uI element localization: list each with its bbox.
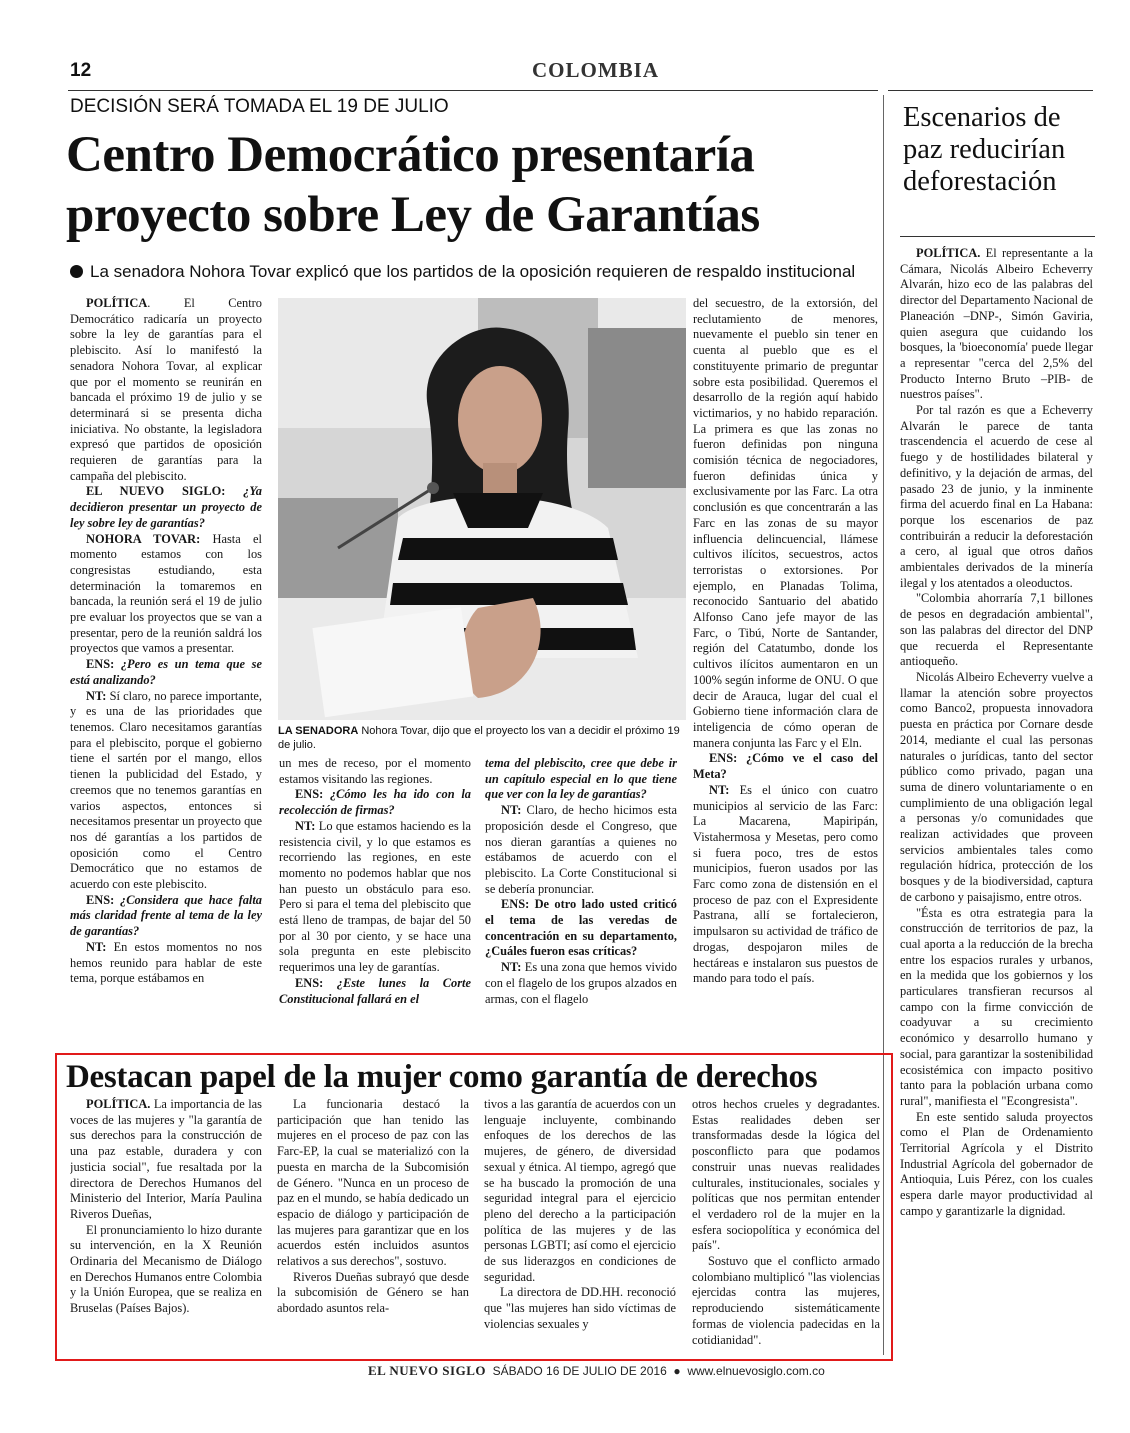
paragraph-text: tema del plebiscito, cree que debe ir un capítulo especial en lo que tiene que ver con la ley de garantías? — [485, 756, 677, 802]
paragraph — [279, 819, 471, 976]
paragraph — [277, 1270, 469, 1317]
paragraph — [485, 756, 677, 803]
main-article-col-3 — [485, 756, 677, 1046]
paragraph — [693, 783, 878, 987]
photo-illustration — [278, 298, 686, 720]
headline: Centro Democrático presentaría proyecto sobre Ley de Garantías — [66, 127, 760, 243]
photo-caption — [278, 724, 686, 752]
paragraph-label: NT: — [86, 688, 107, 703]
footer-url: www.elnuevosiglo.com.co — [687, 1364, 825, 1378]
paragraph — [900, 1110, 1093, 1220]
paragraph — [70, 296, 262, 484]
paragraph-text: La funcionaria destacó la participación que han tenido las mujeres en el proceso de paz con las Farc-EP, la cual se materializó con la puesta en marcha de la Subcomisión de Género. "Nunca en un proceso de paz en el mundo, se había dedicado un espacio de diálogo y participación de las mujeres para garantizar que en los acuerdos estén incluidos asuntos relativos a sus derechos", sostuvo. — [277, 1097, 469, 1269]
paragraph-text: El representante a la Cámara, Nicolás Albeiro Echeverry Alvarán, hizo eco de las palabras del director del Departamento Nacional de Planeación –DNP-, Simón Gaviria, quien asegura que cuidando los bosques, la 'bioeconomía' puede llegar a representar "cerca del 2,5% del Producto Interno Bruto –PIB- de nuestros países". — [900, 246, 1093, 402]
paragraph — [900, 403, 1093, 591]
main-article-col-2 — [279, 756, 471, 1046]
paragraph-text: Lo que estamos haciendo es la resistencia civil, y lo que estamos es recorriendo las regiones, en este momento no podemos hablar que nos han puesto un obstáculo para eso. Pero si para el tema del plebiscito que está lleno de trampas, de bajar del 50 por al 30 por ciento, y se hace una sola pregunta en este plebiscito requerimos una ley de garantías. — [279, 818, 471, 975]
senator-photo — [278, 298, 686, 720]
boxed-article-col-4 — [692, 1097, 880, 1352]
paragraph-text: Por tal razón es que a Echeverry Alvarán le parece de tanta trascendencia el acuerdo de cese al fuego y de hostilidades bilateral y definitivo, y la dejación de armas, del pasado 23 de junio, y la inminente firma del acuerdo final en La Habana: porque los escenarios de paz contribuirán a reducir la deforestación a cero, al igual que otros daños ambientales derivados de la minería ilegal y los atentados a oleoductos. — [900, 403, 1093, 590]
paragraph-label: NOHORA TOVAR: — [86, 531, 201, 546]
paragraph-text: un mes de receso, por el momento estamos visitando las regiones. — [279, 756, 471, 786]
paragraph-label: ENS: — [295, 787, 324, 802]
main-article-col-4 — [693, 296, 878, 1046]
paragraph-text: Es una zona que hemos vivido con el flagelo de los grupos alzados en armas, con el flagelo — [485, 960, 677, 1006]
paragraph — [900, 591, 1093, 670]
paragraph — [70, 689, 262, 893]
main-article-col-1 — [70, 296, 262, 1041]
paragraph-text: La importancia de las voces de las mujeres y "la garantía de sus derechos para la construcción de una paz estable, duradera y con justicia social", fue resaltada por la directora de Derechos Humanos del Ministerio del Interior, María Paulina Riveros Dueñas, — [70, 1097, 262, 1221]
paragraph-text: La directora de DD.HH. reconoció que "las mujeres han sido víctimas de violencias sexuales y — [484, 1285, 676, 1331]
paragraph-label: ENS: — [295, 975, 324, 990]
paragraph-label: NT: — [86, 939, 107, 954]
paragraph — [70, 532, 262, 658]
paragraph-text: ¿Ya decidieron presentar un proyecto de ley sobre ley de garantías? — [70, 484, 262, 530]
paragraph — [900, 246, 1093, 403]
paragraph-label: NT: — [295, 818, 316, 833]
paragraph-text: En estos momentos no nos hemos reunido para hablar de este tema, porque estábamos en — [70, 939, 262, 986]
paragraph-label: ENS: — [709, 751, 738, 766]
paragraph-label: NT: — [501, 960, 522, 975]
paragraph-text: "Colombia ahorraría 7,1 billones de pesos en degradación ambiental", son las palabras del director del DNP que recuerda el Representante antioqueño. — [900, 591, 1093, 669]
paragraph — [900, 670, 1093, 906]
page-number: 12 — [70, 60, 92, 81]
paragraph — [279, 756, 471, 787]
header-rule — [68, 90, 878, 91]
paragraph-text: Sí claro, no parece importante, y es una de las prioridades que tenemos. Claro necesitamos garantías para el plebiscito, porque el gobierno tiene el sartén por el mango, ellos tienen la publicidad del Estado, y creemos que no tenemos garantías en varios aspectos, entonces si necesitamos presentar un proyecto que nos dé garantías a los partidos de oposición como el Centro Democrático que no estamos de acuerdo con este plebiscito. — [70, 688, 262, 892]
side-title-rule — [900, 236, 1095, 237]
paragraph-text: Sostuvo que el conflicto armado colombiano multiplicó "las violencias ejercidas contra las mujeres, reproduciendo sistemáticamente formas de violencia padecidas en la cotidianidad". — [692, 1254, 880, 1347]
paragraph-text: Es el único con cuatro municipios al servicio de las Farc: La Macarena, Mapiripán, Vistahermosa y Mesetas, pero como si fuera poco, tres de estos municipios, fueron usados por las Farc como zona de distensión en el proceso de paz con el Expresidente Pastrana, allí se fortalecieron, impulsaron su actividad de tráfico de drogas, despojaron miles de hectáreas e instalaron sus puestos de mando para todo el país. — [693, 782, 878, 986]
deck-text: La senadora Nohora Tovar explicó que los partidos de la oposición requieren de respaldo institucional — [90, 262, 856, 281]
paragraph — [692, 1254, 880, 1348]
paragraph — [70, 484, 262, 531]
paragraph-text: otros hechos crueles y degradantes. Estas realidades deben ser transformadas desde la lógica del posconflicto para que podamos construir unas nuevas realidades culturales, institucionales, sociales y políticas que nos permitan entender el verdadero rol de la mujer en la esfera sociopolítica y económica del país". — [692, 1097, 880, 1253]
paragraph-label: ENS: — [501, 897, 530, 912]
paragraph-text: del secuestro, de la extorsión, del reclutamiento de menores, nuevamente el pueblo sin tener en cuenta al pueblo que es el constituyente primario de preguntar sobre esta posibilidad. Queremos el desarrollo de la región aquí habido victimarios, y no habido reparación. La primera es que las zonas no fueron definidas pon ninguna comisión técnica de negociadores, fueron definidas única y exclusivamente por las Farc. La otra conclusión es que concentrarán a las Farc en las zonas de su mayor influencia delincuencial, llámese cultivos ilícitos, secuestros, actos terroristas o extorsiones. Por ejemplo, en Planadas Tolima, reconocido Santuario del abatido Alfonso Cano jefe mayor de las Farc, o Tibú, Norte de Santander, región del Catatumbo, donde los cultivos ilícitos aumentaron en un 100% según informe de ONU. O que decir de Arauca, lugar del cual el Gobierno tiene información clara de inteligencia de cómo operan de manera conjunta las Farc y el Eln. — [693, 296, 878, 750]
paragraph — [70, 1097, 262, 1223]
boxed-article-col-1 — [70, 1097, 262, 1352]
paragraph-label: POLÍTICA — [86, 296, 148, 310]
paragraph — [485, 803, 677, 897]
boxed-article-col-3 — [484, 1097, 676, 1352]
side-header-rule — [888, 90, 1093, 91]
paragraph-label: NT: — [501, 803, 522, 818]
paragraph — [693, 296, 878, 751]
paragraph — [277, 1097, 469, 1270]
section-label: COLOMBIA — [532, 58, 660, 82]
paragraph-text: . El Centro Democrático radicaría un proyecto sobre la ley de garantías para el plebiscito. Así lo manifestó la senadora Nohora Tovar, al explicar que por el momento se reunirán en bancada el próximo 19 de julio y se determinará si se presenta dicha iniciativa. No obstante, la legisladora expresó que partidos de oposición requieren de garantías para la campaña del plebiscito. — [70, 296, 262, 483]
bullet-icon — [70, 265, 83, 278]
footer-brand: EL NUEVO SIGLO — [368, 1363, 486, 1378]
paragraph-text: En este sentido saluda proyectos como el Plan de Ordenamiento Territorial Agrícola y el Distrito Industrial Agrícola del gobernador de Antioquia, Luis Pérez, con los cuales espera darle mayor productividad al campo y garantizarle la dignidad. — [900, 1109, 1093, 1218]
paragraph — [70, 940, 262, 987]
footer-date: SÁBADO 16 DE JULIO DE 2016 — [492, 1364, 667, 1378]
paragraph-label: NT: — [709, 782, 730, 797]
paragraph-text: De otro lado usted criticó el tema de las veredas de concentración en su departamento, ¿Cuáles fueron esas críticas? — [485, 897, 677, 959]
boxed-article-title: Destacan papel de la mujer como garantía de derechos — [66, 1059, 818, 1095]
paragraph-text: ¿Cómo les ha ido con la recolección de firmas? — [279, 787, 471, 818]
paragraph-text: ¿Considera que hace falta más claridad frente al tema de la ley de garantías? — [70, 892, 262, 939]
paragraph-text: tivos a las garantía de acuerdos con un lenguaje incluyente, combinando enfoques de los derechos de las mujeres, de género, de diversidad sexual y étnica. Al tiempo, agregó que se ha buscado la promoción de una seguridad integral para el ejercicio pleno del derecho a la participación política de las mujeres y de las personas LGBTI; así como el ejercicio de sus liderazgos en condiciones de seguridad. — [484, 1097, 676, 1284]
caption-text: Nohora Tovar, dijo que el proyecto los van a decidir el próximo 19 de julio. — [278, 725, 680, 751]
paragraph-text: Hasta el momento estamos con los congresistas estudiando, esta determinación la tomaremos en bancada, la reunión será el 19 de julio pre evaluar los proyectos que se van a presentar, pero de la reunión saldrá los proyectos que vamos a presentar. — [70, 531, 262, 656]
paragraph-label: POLÍTICA. — [86, 1097, 151, 1111]
side-article-title: Escenarios de paz reducirían deforestación — [903, 102, 1066, 197]
paragraph-text: "Ésta es otra estrategia para la construcción de territorios de paz, la cual aporta a la reducción de la brecha entre los espacios rurales y urbanos, en la medida que los gobiernos y los particulares transfieran recursos al campo con la firme convicción de coadyuvar a su crecimiento económico y desarrollo humano y social, para garantizar la sostenibilidad ecosistémica con impacto positivo tanto para la población urbana como rural", manifiesta el "Econgresista". — [900, 905, 1093, 1108]
paragraph — [70, 657, 262, 688]
paragraph — [692, 1097, 880, 1254]
paragraph-label: EL NUEVO SIGLO: — [86, 484, 226, 499]
paragraph-label: ENS: — [86, 657, 115, 672]
paragraph — [693, 751, 878, 782]
paragraph-text: ¿Cómo ve el caso del Meta? — [693, 751, 878, 782]
paragraph-text: Riveros Dueñas subrayó que desde la subcomisión de Género se han abordado asuntos rela- — [277, 1269, 469, 1316]
paragraph-text: ¿Este lunes la Corte Constitucional fallará en el — [279, 975, 471, 1006]
paragraph — [70, 893, 262, 940]
footer — [368, 1363, 825, 1379]
paragraph-label: ENS: — [86, 892, 115, 907]
side-article-body — [900, 246, 1093, 1356]
paragraph-text: El pronunciamiento lo hizo durante su intervención, en la X Reunión Ordinaria del Mecanismo de Diálogo en Derechos Humanos entre Colombia y la Unión Europea, que se realiza en Bruselas (Países Bajos). — [70, 1222, 262, 1316]
paragraph — [900, 906, 1093, 1110]
kicker: DECISIÓN SERÁ TOMADA EL 19 DE JULIO — [70, 96, 449, 117]
paragraph — [279, 976, 471, 1007]
paragraph-text: Claro, de hecho hicimos esta proposición desde el Congreso, que nos dieran garantías a quienes no estábamos de acuerdo con el plebiscito. La Corte Constitucional si se debería pronunciar. — [485, 803, 677, 896]
paragraph — [485, 897, 677, 960]
paragraph — [485, 960, 677, 1007]
caption-label: LA SENADORA — [278, 725, 359, 737]
paragraph — [279, 787, 471, 818]
boxed-article-col-2 — [277, 1097, 469, 1352]
paragraph-text: Nicolás Albeiro Echeverry vuelve a llamar la atención sobre proyectos como Banco2, propuesta innovadora puesta en práctica por Cornare desde 2014, mediante el cual las personas naturales o jurídicas, tanto del sector público como privado, pagan una suma de dinero voluntariamente o en cumplimiento de una obligación legal a personas y/o comunidades que realizan actividades que proveen servicios ambientales tales como regulación hídrica, protección de los bosques y de la biodiversidad, captura de carbono y paisajismo, entre otros. — [900, 669, 1093, 904]
paragraph — [70, 1223, 262, 1317]
paragraph — [484, 1285, 676, 1332]
deck — [70, 262, 880, 282]
paragraph — [484, 1097, 676, 1285]
footer-bullet-icon: ● — [673, 1364, 681, 1378]
paragraph-label: POLÍTICA. — [916, 246, 981, 260]
paragraph-text: ¿Pero es un tema que se está analizando? — [70, 657, 262, 687]
